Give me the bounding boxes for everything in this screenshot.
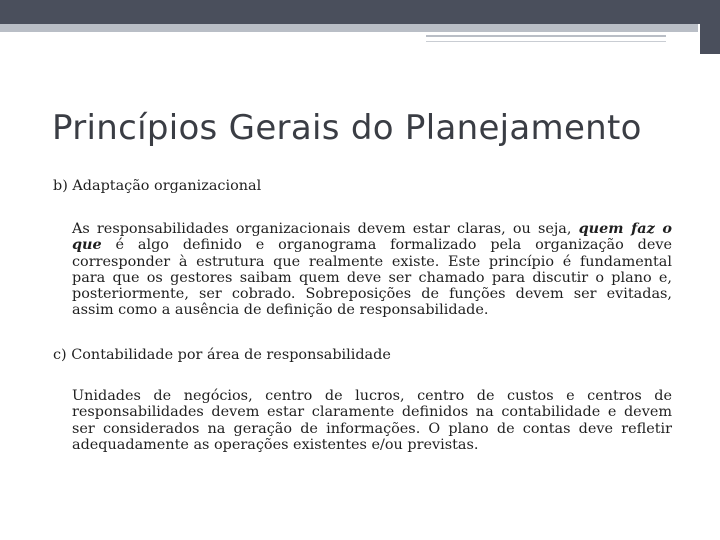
section-c-heading: c) Contabilidade por área de responsabilidade [53,347,391,363]
section-b-emphasis: quem faz o que [72,220,672,254]
right-dark-bar [700,24,720,54]
slide-title: Princípios Gerais do Planejamento [52,108,642,148]
section-b-paragraph [72,221,672,319]
section-b-heading: b) Adaptação organizacional [53,178,262,194]
decorative-line [426,41,666,42]
top-dark-bar [0,0,720,24]
section-b-text-end: é algo definido e organograma formalizado pela organização deve corresponder à estrutura que realmente existe. Este princípio é fundamental para que os gestores saibam quem deve ser chamado para discutir o plano e, posteriormente, ser cobrado. Sobreposições de funções devem ser evitadas, assim como a ausência de definição de responsabilidade. [72,237,672,319]
top-light-bar [0,24,698,32]
section-c-paragraph: Unidades de negócios, centro de lucros, centro de custos e centros de responsabilidades devem estar claramente definidos na contabilidade e devem ser considerados na geração de informações. O plano de contas deve refletir adequadamente as operações existentes e/ou previstas. [72,388,672,453]
section-b-text-start: As responsabilidades organizacionais devem estar claras, ou seja, [72,221,579,237]
decorative-line [426,35,666,37]
